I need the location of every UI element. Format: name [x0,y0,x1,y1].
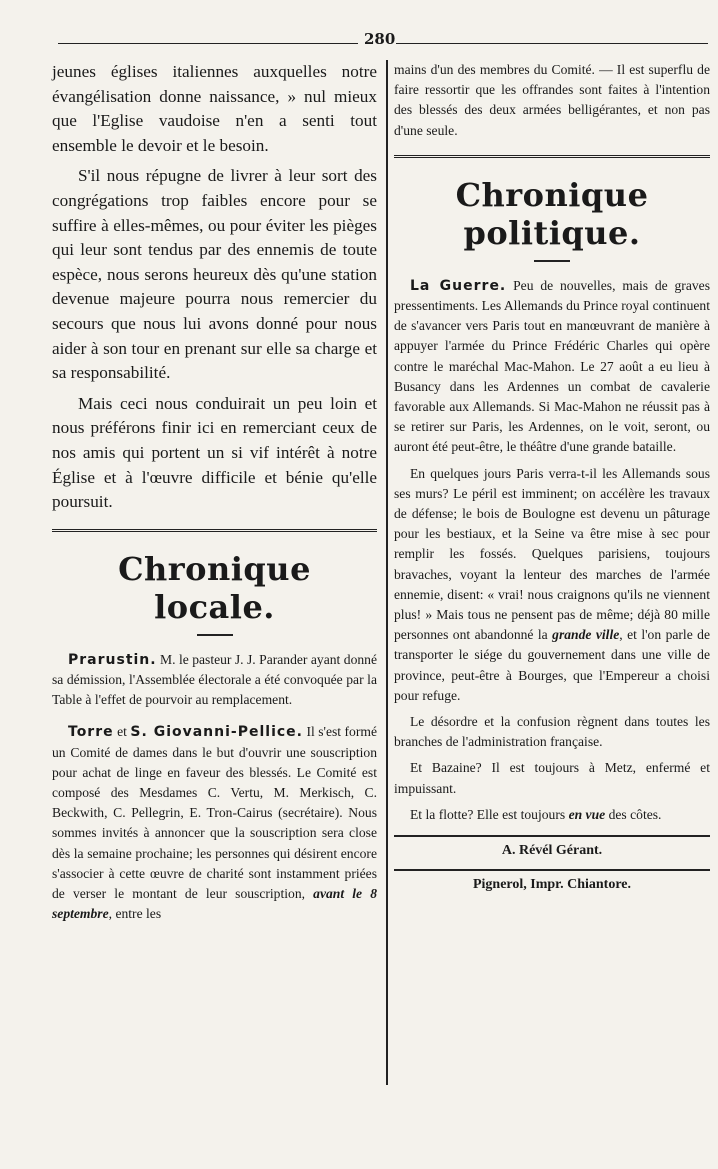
news-heading: S. Giovanni-Pellice. [130,724,303,741]
footer-rule [394,869,710,871]
news-item-torre [52,722,377,924]
paragraph: Le désordre et la confusion règnent dans toutes les branches de l'administration française. [394,714,710,750]
right-column [394,60,710,899]
text: En quelques jours Paris verra-t-il les Allemands sous ses murs? Le péril est imminent; on accélère les travaux de défense; le bois de Boulogne est devenu un pâturage pour les bestiaux, et la Seine va être mise à sec pour remplir les fossés. Quelques parisiens, toujours bravaches, voyant la lenteur des marches de l'armée ennemie, disent: « vrai! nous craignons qu'ils ne viennent plus! » Mais tous ne pensent pas de même; déjà 80 mille personnes ont abandonné la [394,465,710,643]
paragraph: Et Bazaine? Il est toujours à Metz, enfermé et impuissant. [394,760,710,796]
page-number: 280 [364,30,396,48]
emphasis: grande ville [552,627,620,643]
left-column [52,60,377,924]
section-rule [394,155,710,158]
title-dash [197,634,233,636]
printer-line: Pignerol, Impr. Chiantore. [472,877,632,893]
news-text: , entre les [108,906,162,922]
paragraph: Mais ceci nous conduirait un peu loin et nous préférons finir ici en remerciant ceux de nos amis qui portent un si vif intérêt à notre Église et à l'œuvre difficile et bénie qu'elle poursuit. [52,393,377,512]
news-text: M. le pasteur J. J. Parander ayant donné sa démission, l'Assemblée électorale a été convoquée par la Table à l'effet de pourvoir au remplacement. [52,651,377,708]
news-heading: Torre [68,724,114,741]
emphasis: en vue [568,806,606,822]
paragraph: jeunes églises italiennes auxquelles notre évangélisation donne naissance, » nul mieux que l'Eglise vaudoise n'en a senti tout ensemble le devoir et le besoin. [52,62,377,155]
header-rule [396,43,708,44]
news-item-guerre [394,276,710,458]
section-title-politique: Chronique politique. [455,175,649,252]
footer-rule [394,835,710,837]
date-emphasis: avant le 8 septembre [52,885,377,922]
paragraph [394,805,710,825]
news-text: Peu de nouvelles, mais de graves pressentiments. Les Allemands du Prince royal continuent de s'avancer vers Paris tout en manœuvrant de manière à appuyer l'armée du Prince Frédéric Charles qui opère contre le maréchal Mac-Mahon. Le 27 août a eu lieu à Busancy dans les Ardennes un combat de cavalerie favorable aux Allemands. Si Mac-Mahon ne réussit pas à se retirer sur Paris, les Ardennes, on le voit, seront, ou auront été peut-être, le théâtre d'une grande bataille. [394,277,710,455]
paragraph [394,464,710,706]
continuation-paragraph: mains d'un des membres du Comité. — Il est superflu de faire ressortir que les offrandes sont faites à l'intention des blessés des deux armées belligérantes, et non pas d'une seule. [394,62,710,138]
paragraph: S'il nous répugne de livrer à leur sort des congrégations trop faibles encore pour se suffire à elles-mêmes, ou pour éviter les pièges qui leur sont tendus par des ennemis de toute espèce, nous serons heureux dès qu'une station devenue majeure pourra nous remercier du secours que nous lui avons donné pour nous aider à son tour en prenant sur elle sa charge et sa responsabilité. [52,166,377,383]
column-divider [386,60,388,1085]
text: , et l'on parle de transporter le siége du gouvernement dans une ville de province, peut-être à Bourges, que l'Empereur a choisi pour refuge. [394,627,711,703]
news-heading: La Guerre. [410,277,507,294]
section-title-locale: Chronique locale. [118,549,311,626]
news-item-prarustin [52,650,377,711]
text: Et la flotte? Elle est toujours [410,806,566,822]
section-rule [52,529,377,532]
news-heading: Prarustin. [68,651,157,668]
news-text: Il s'est formé un Comité de dames dans le but d'ouvrir une souscription pour achat de linge en faveur des blessés. Le Comité est composé des Mesdames C. Vertu, M. Merkisch, C. Beckwith, C. Pellegrin, E. Tron-Cairus (secrétaire). Nous sommes invités à annoncer que la souscription sera close dès la semaine prochaine; les personnes qui désirent encore s'associer à cette œuvre de charité sont instamment priées de verser le montant de leur souscription, [52,724,377,901]
page-header [0,30,718,56]
header-rule [58,43,358,44]
gerant-signature: A. Révél Gérant. [501,843,603,859]
conjunction: et [113,724,131,740]
title-dash [534,260,570,262]
text: des côtes. [608,806,662,822]
